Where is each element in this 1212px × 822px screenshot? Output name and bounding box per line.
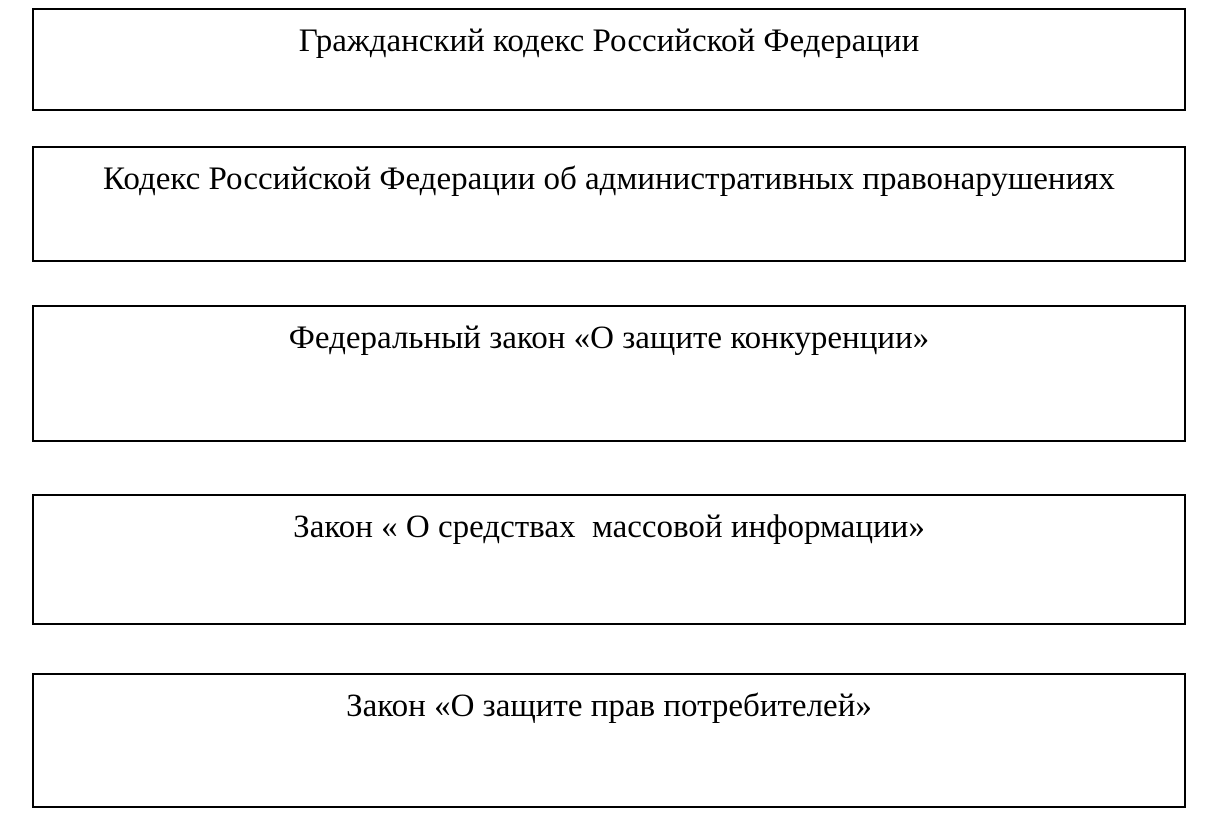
law-box-competition-law [32,305,1186,442]
law-label: Федеральный закон «О защите конкуренции» [288,320,930,356]
law-label: Закон «О защите прав потребителей» [346,688,872,724]
law-label: Закон « О средствах массовой информации» [293,509,925,545]
law-box-mass-media-law [32,494,1186,625]
law-box-administrative-code [32,146,1186,262]
law-box-consumer-rights-law [32,673,1186,808]
law-label: Кодекс Российской Федерации об административных правонарушениях [103,161,1115,197]
law-label: Гражданский кодекс Российской Федерации [298,23,920,59]
law-box-civil-code [32,8,1186,111]
